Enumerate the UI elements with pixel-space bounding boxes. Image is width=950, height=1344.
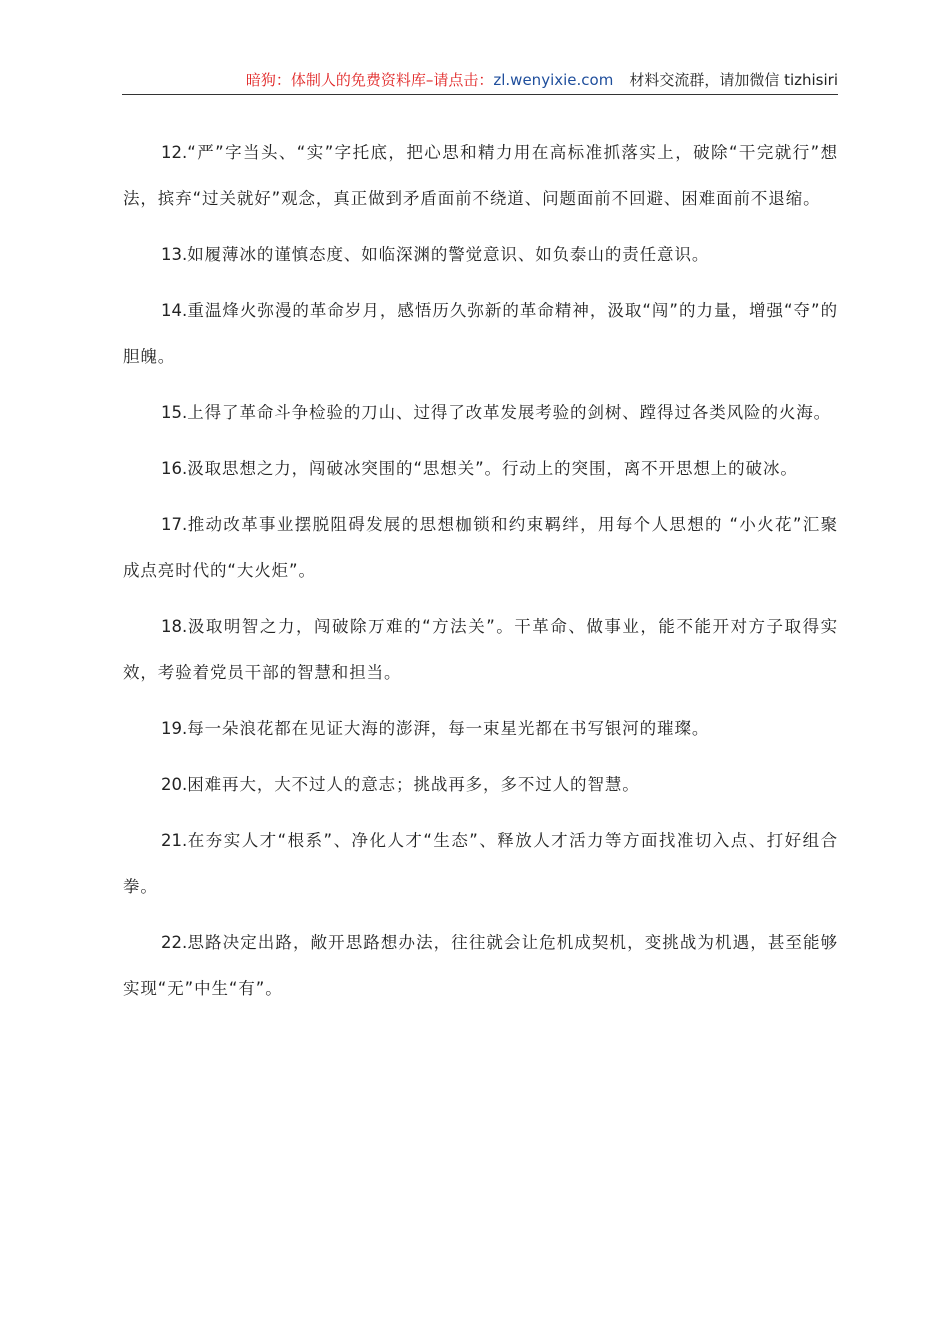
paragraph-16 <box>123 446 838 492</box>
item-text: 思路决定出路，敞开思路想办法，往往就会让危机成契机，变挑战为机遇，甚至能够实现“无”中生“有”。 <box>123 933 838 998</box>
item-text: 困难再大，大不过人的意志；挑战再多，多不过人的智慧。 <box>187 775 640 794</box>
item-number: 21. <box>161 831 188 850</box>
item-number: 17. <box>161 515 188 534</box>
item-number: 15. <box>161 403 188 422</box>
paragraph-21 <box>123 818 838 910</box>
item-text: 在夯实人才“根系”、净化人才“生态”、释放人才活力等方面找准切入点、打好组合拳。 <box>123 831 838 896</box>
header-prompt: –请点击： <box>425 71 494 89</box>
item-number: 12. <box>161 143 188 162</box>
item-text: 如履薄冰的谨慎态度、如临深渊的警觉意识、如负泰山的责任意识。 <box>187 245 710 264</box>
page-header <box>122 70 838 95</box>
item-text: 上得了革命斗争检验的刀山、过得了改革发展考验的剑树、蹚得过各类风险的火海。 <box>187 403 832 422</box>
item-text: 每一朵浪花都在见证大海的澎湃，每一束星光都在书写银河的璀璨。 <box>187 719 710 738</box>
paragraph-18 <box>123 604 838 696</box>
paragraph-12 <box>123 130 838 222</box>
paragraph-20 <box>123 762 838 808</box>
header-brand: 暗狗：体制人的免费资料库 <box>245 71 426 89</box>
item-number: 13. <box>161 245 188 264</box>
item-number: 19. <box>161 719 188 738</box>
item-text: 汲取思想之力，闯破冰突围的“思想关”。行动上的突围，离不开思想上的破冰。 <box>187 459 798 478</box>
item-number: 16. <box>161 459 188 478</box>
paragraph-19 <box>123 706 838 752</box>
paragraph-17 <box>123 502 838 594</box>
item-text: 推动改革事业摆脱阻碍发展的思想枷锁和约束羁绊，用每个人思想的 “小火花”汇聚成点亮时代的“大火炬”。 <box>123 515 838 580</box>
paragraph-13 <box>123 232 838 278</box>
item-number: 18. <box>161 617 188 636</box>
item-text: “严”字当头、“实”字托底，把心思和精力用在高标准抓落实上，破除“干完就行”想法，摈弃“过关就好”观念，真正做到矛盾面前不绕道、问题面前不回避、困难面前不退缩。 <box>123 143 838 208</box>
item-text: 重温烽火弥漫的革命岁月，感悟历久弥新的革命精神，汲取“闯”的力量，增强“夺”的胆魄。 <box>123 301 838 366</box>
paragraph-15 <box>123 390 838 436</box>
document-body <box>123 130 838 1022</box>
paragraph-14 <box>123 288 838 380</box>
paragraph-22 <box>123 920 838 1012</box>
item-number: 14. <box>161 301 188 320</box>
header-group-info: 材料交流群，请加微信 tizhisiri <box>629 71 838 89</box>
header-url-link[interactable]: zl.wenyixie.com <box>493 71 614 89</box>
item-number: 20. <box>161 775 188 794</box>
item-text: 汲取明智之力，闯破除万难的“方法关”。干革命、做事业，能不能开对方子取得实效，考验着党员干部的智慧和担当。 <box>123 617 838 682</box>
item-number: 22. <box>161 933 188 952</box>
